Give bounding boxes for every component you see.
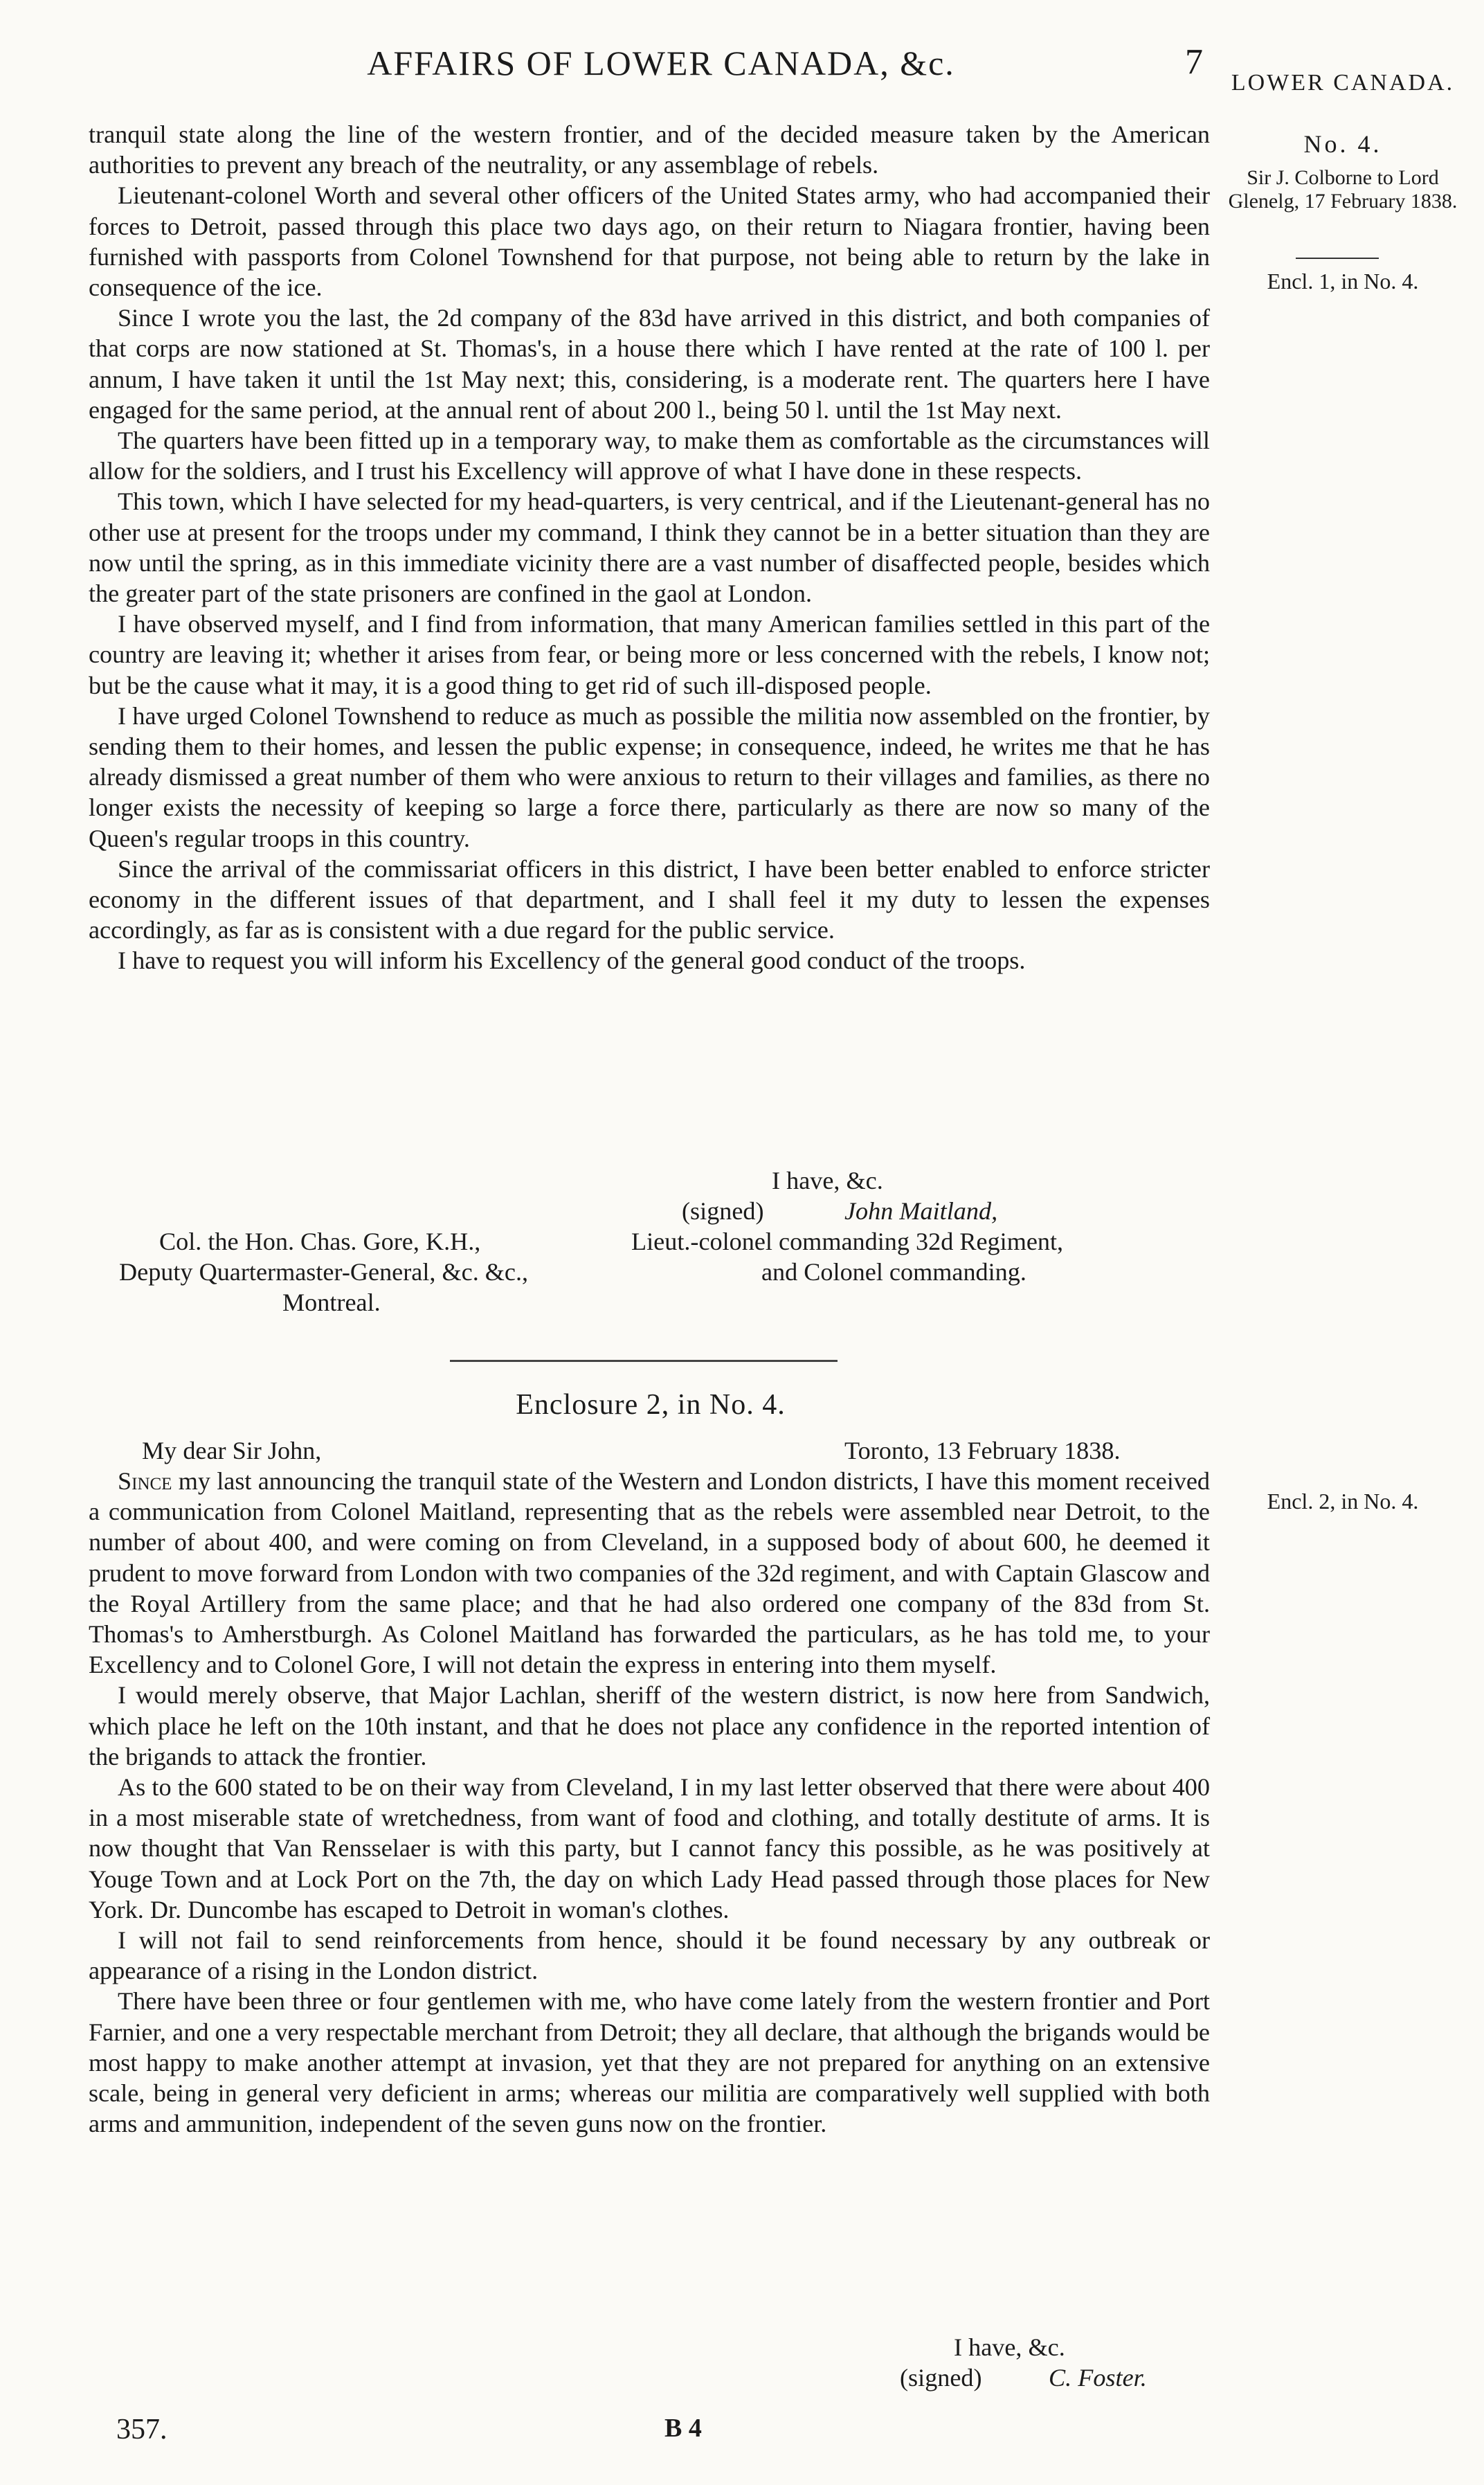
addressee: Col. the Hon. Chas. Gore, K.H., (159, 1228, 481, 1255)
paragraph: I have urged Colonel Townshend to reduce as much as possible the militia now assembled on the frontier, by sending them to their homes, and lessen the public expense; in consequence, indeed, he writes me that he has already dismissed a great number of them who were anxious to return to their villages and families, as there no longer exists the necessity of keeping so large a force there, particularly as there are now so many of the Queen's regular troops in this country. (89, 701, 1210, 852)
folio-number: 7 (1185, 42, 1203, 82)
paragraph: The quarters have been fitted up in a temporary way, to make them as comfortable as the circumstances will allow for the soldiers, and I trust his Excellency will approve of what I have done in these respects. (89, 427, 1210, 485)
paragraph: Since my last announcing the tranquil state of the Western and London districts, I have this moment received a communication from Colonel Maitland, representing that as the rebels were assembled near Detroit, to the number of about 400, and were coming on from Cleveland, in a supposed body of about 600, he deemed it prudent to move forward from London with two companies of the 32d regiment, and with Captain Glascow and the Royal Artillery from the same place; and that he had also ordered one company of the 83d from St. Thomas's to Amherstburgh. As Colonel Maitland has forwarded the particulars, as he has told me, to your Excellency and to Colonel Gore, I will not detain the express in entering into them myself. (89, 1467, 1210, 1679)
enclosure-2-title: Enclosure 2, in No. 4. (516, 1389, 786, 1421)
closing: I have, &c. (954, 2333, 1065, 2361)
closing: I have, &c. (772, 1167, 883, 1194)
paragraph: I have observed myself, and I find from information, that many American families settled in this part of the country are leaving it; whether it arises from fear, or being more or less concerned with the rebels, I know not; but be the cause what it may, it is a good thing to get rid of such ill-disposed people. (89, 610, 1210, 699)
signer-title: Lieut.-colonel commanding 32d Regiment, (631, 1228, 1064, 1255)
signed-label: (signed) (682, 1197, 764, 1225)
addressee: Montreal. (282, 1289, 381, 1316)
margin-dispatch-number: No. 4. (1303, 130, 1382, 158)
paragraph: As to the 600 stated to be on their way from Cleveland, I in my last letter observed that there were about 400 in a most miserable state of wretchedness, from want of food and clothing, and totally destitute of arms. It is now thought that Van Rensselaer is with this party, but I cannot fancy this possible, as he was positively at Youge Town and at Lock Port on the 7th, the day on which Lady Head passed through those places for New York. Dr. Duncombe has escaped to Detroit in woman's clothes. (89, 1773, 1210, 1923)
paragraph: Lieutenant-colonel Worth and several other officers of the United States army, who had accompanied their forces to Detroit, passed through this place two days ago, on their return to Niagara frontier, having been furnished with passports from Colonel Townshend for that purpose, not being able to return by the lake in consequence of the ice. (89, 181, 1210, 302)
margin-divider (1296, 258, 1379, 259)
margin-dispatch-info: Sir J. Colborne to Lord Glenelg, 17 February 1838. (1228, 166, 1458, 213)
addressee: Deputy Quartermaster-General, &c. &c., (119, 1258, 529, 1286)
margin-lower-canada: LOWER CANADA. (1231, 70, 1455, 96)
signed-label: (signed) (900, 2364, 982, 2392)
section-divider (450, 1360, 838, 1362)
salutation: My dear Sir John, (142, 1437, 322, 1464)
running-head: AFFAIRS OF LOWER CANADA, &c. (367, 44, 955, 82)
signer-name: C. Foster. (1049, 2364, 1147, 2392)
paragraph: Since I wrote you the last, the 2d company of the 83d have arrived in this district, and both companies of that corps are now stationed at St. Thomas's, in a house there which I have rented at the rate of 100 l. per annum, I have taken it until the 1st May next; this, considering, is a moderate rent. The quarters here I have engaged for the same period, at the annual rent of about 200 l., being 50 l. until the 1st May next. (89, 304, 1210, 424)
signer-name: John Maitland, (844, 1197, 998, 1225)
margin-enclosure-1: Encl. 1, in No. 4. (1267, 269, 1419, 294)
margin-enclosure-2: Encl. 2, in No. 4. (1267, 1489, 1419, 1514)
paragraph: There have been three or four gentlemen with me, who have come lately from the western frontier and Port Farnier, and one a very respectable merchant from Detroit; they all declare, that although the brigands would be most happy to make another attempt at invasion, yet that they are not prepared for anything on an extensive scale, being in general very deficient in arms; whereas our militia are comparatively well supplied with both arms and ammunition, independent of the seven guns now on the frontier. (89, 1987, 1210, 2138)
drop-word: Since (118, 1467, 172, 1495)
paragraph: tranquil state along the line of the western frontier, and of the decided measure taken by the American authorities to prevent any breach of the neutrality, or any assemblage of rebels. (89, 120, 1210, 179)
page-number: 357. (116, 2414, 168, 2446)
signer-title: and Colonel commanding. (761, 1258, 1026, 1286)
paragraph: I will not fail to send reinforcements from hence, should it be found necessary by any outbreak or appearance of a rising in the London district. (89, 1926, 1210, 1985)
paragraph: I would merely observe, that Major Lachlan, sheriff of the western district, is now here from Sandwich, which place he left on the 10th instant, and that he does not place any confidence in the reported intention of the brigands to attack the frontier. (89, 1681, 1210, 1770)
dateline: Toronto, 13 February 1838. (844, 1437, 1121, 1464)
paragraph: This town, which I have selected for my head-quarters, is very centrical, and if the Lieutenant-general has no other use at present for the troops under my command, I think they cannot be in a better situation than they are now until the spring, as in this immediate vicinity there are a vast number of disaffected people, besides which the greater part of the state prisoners are confined in the gaol at London. (89, 487, 1210, 608)
paragraph: I have to request you will inform his Excellency of the general good conduct of the troops. (118, 947, 1026, 975)
enclosure-2-body (89, 1466, 1210, 2139)
signature-mark: B 4 (664, 2414, 702, 2443)
enclosure-1-body (89, 119, 1210, 976)
paragraph: Since the arrival of the commissariat officers in this district, I have been better enabled to enforce stricter economy in the different issues of that department, and I shall feel it my duty to lessen the expenses accordingly, as far as is consistent with a due regard for the public service. (89, 854, 1210, 944)
